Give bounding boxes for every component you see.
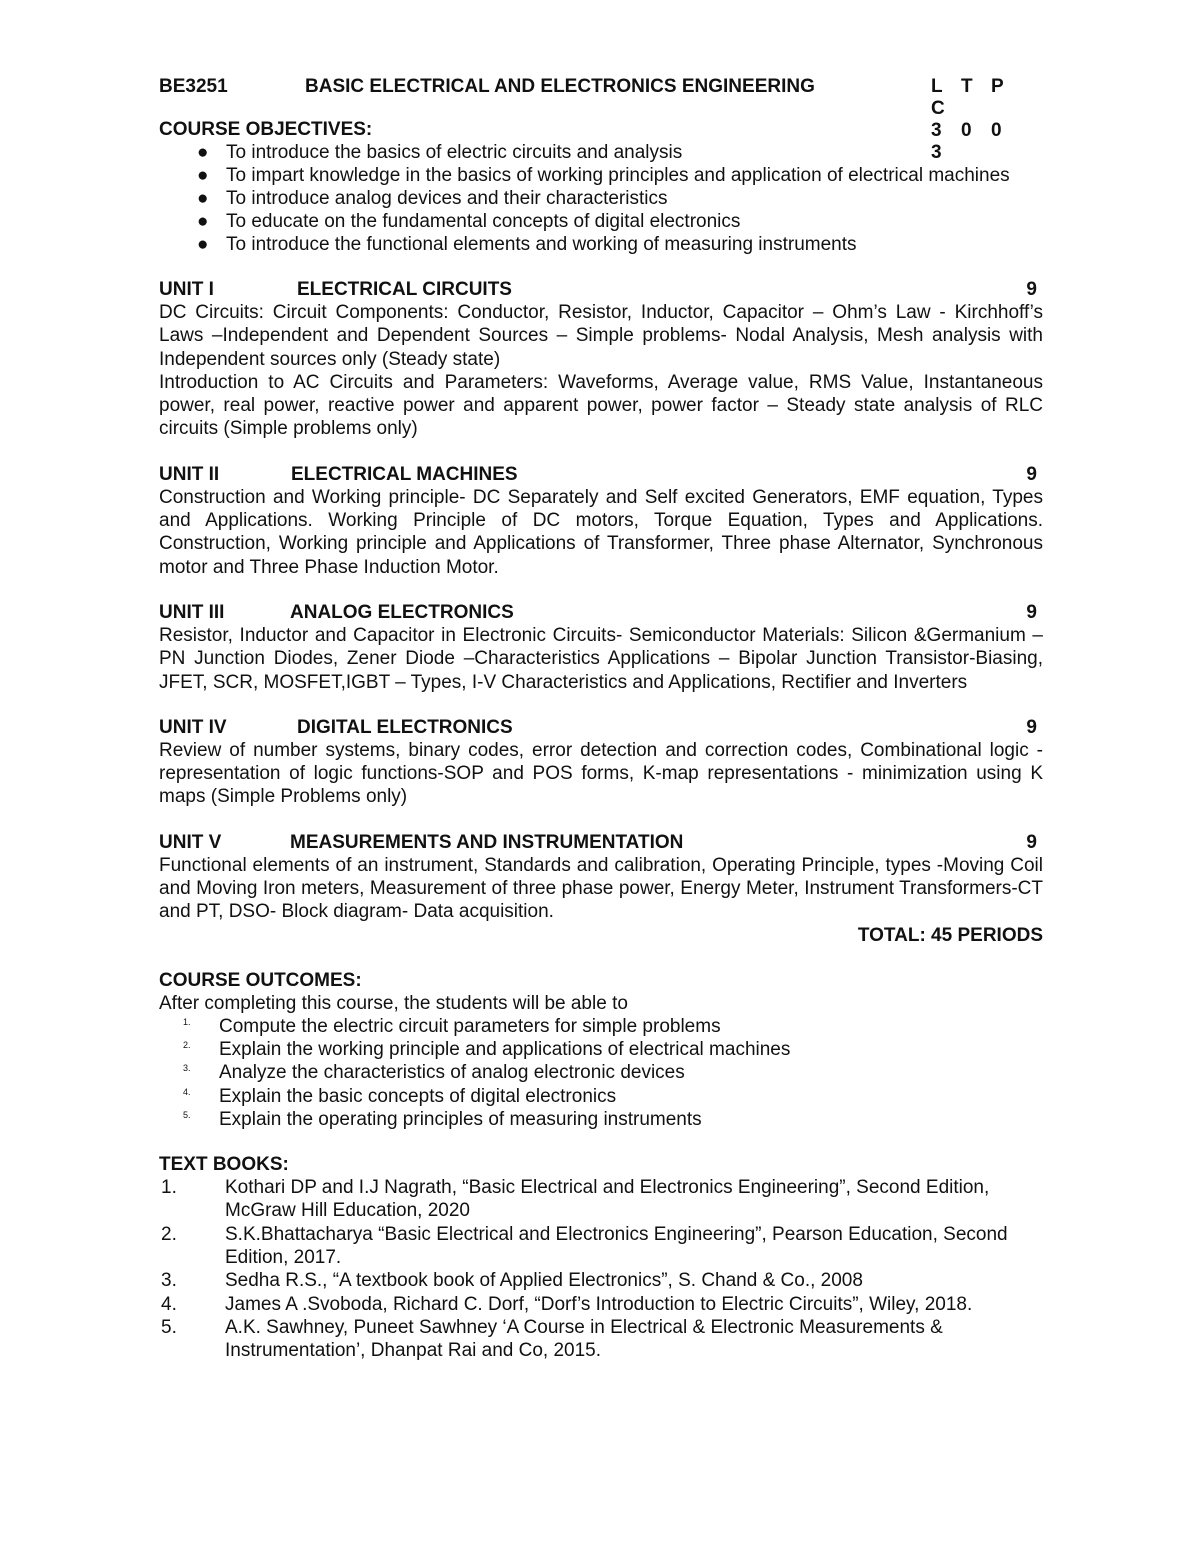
ltpc-value: 0 [991,120,1002,141]
list-item: 5. A.K. Sawhney, Puneet Sawhney ‘A Course in Electrical & Electronic Measurements & Instrumentation’, Dhanpat Rai and Co, 2015. [161,1316,943,1362]
unit-hours: 9 [1026,716,1037,738]
list-item: 1. Kothari DP and I.J Nagrath, “Basic Electrical and Electronics Engineering”, Second Edition, McGraw Hill Education, 2020 [161,1177,990,1222]
list-item: ● To educate on the fundamental concepts of digital electronics [197,211,741,232]
outcomes-intro: After completing this course, the students will be able to [159,992,628,1014]
list-item: 4. Explain the basic concepts of digital electronics [159,1085,1043,1108]
syllabus-page [159,72,1043,1363]
list-item: 1. Compute the electric circuit parameters for simple problems [159,1015,1043,1038]
list-item: 3. Analyze the characteristics of analog electronic devices [159,1061,1043,1084]
total-periods: TOTAL: 45 PERIODS [857,924,1043,946]
bullet-icon: ● [197,211,209,232]
item-number: 2. [183,1039,191,1050]
item-number: 4. [161,1293,177,1315]
bullet-icon: ● [197,142,209,163]
unit-hours: 9 [1026,463,1037,485]
unit-title: ELECTRICAL MACHINES [291,463,518,485]
unit-paragraph: Review of number systems, binary codes, error detection and correction codes, Combinational logic - representation of logic functions-SOP and POS forms, K-map representations - minimization using K maps (Simple Problems only) [159,739,1043,808]
item-number: 1. [183,1016,191,1027]
bullet-icon: ● [197,234,209,255]
unit-2 [159,463,1043,579]
unit-paragraph: DC Circuits: Circuit Components: Conductor, Resistor, Inductor, Capacitor – Ohm’s Law - Kirchhoff’s Laws –Independent and Dependent Sources – Simple problems- Nodal Analysis, Mesh analysis with Independent sources only (Steady state) [159,302,1043,370]
course-outcomes [159,969,1043,1131]
unit-hours: 9 [1026,279,1037,300]
ltpc-labels [931,76,1043,120]
list-item: ● To introduce the basics of electric circuits and analysis [197,142,683,163]
item-number: 3. [183,1063,191,1074]
outcomes-list [159,1015,1043,1131]
list-item: ● To introduce analog devices and their characteristics [197,188,668,209]
objectives-title: COURSE OBJECTIVES: [159,119,373,140]
item-number: 5. [183,1109,191,1120]
unit-paragraph: Construction and Working principle- DC Separately and Self excited Generators, EMF equation, Types and Applications. Working Principle of DC motors, Torque Equation, Types and Applications. Construction, Working principle and Applications of Transformer, Three phase Alternator, Synchronous motor and Three Phase Induction Motor. [159,486,1043,578]
unit-hours: 9 [1026,831,1037,853]
objectives-list [159,141,1043,256]
list-item: ● To introduce the functional elements and working of measuring instruments [197,234,857,255]
ltpc-label: L [931,76,943,97]
item-number: 3. [161,1270,177,1292]
ltpc-value: 0 [961,120,972,141]
list-item: ● To impart knowledge in the basics of working principles and application of electrical machines [197,165,1010,186]
unit-title: MEASUREMENTS AND INSTRUMENTATION [290,831,684,853]
unit-heading [159,831,1043,854]
textbooks-title: TEXT BOOKS: [159,1154,289,1176]
list-item: 5. Explain the operating principles of measuring instruments [159,1108,1043,1131]
unit-paragraph: Introduction to AC Circuits and Parameters: Waveforms, Average value, RMS Value, Instantaneous power, real power, reactive power and apparent power, power factor – Steady state analysis of RLC circuits (Simple problems only) [159,371,1043,440]
unit-paragraph: Resistor, Inductor and Capacitor in Electronic Circuits- Semiconductor Materials: Silicon &Germanium – PN Junction Diodes, Zener Diode –Characteristics Applications – Bipolar Junction Transistor-Biasing, JFET, SCR, MOSFET,IGBT – Types, I-V Characteristics and Applications, Rectifier and Inverters [159,624,1043,693]
unit-title: ELECTRICAL CIRCUITS [297,279,512,300]
unit-heading [159,716,1043,739]
course-title: BASIC ELECTRICAL AND ELECTRONICS ENGINEERING [305,76,815,97]
textbooks-list [159,1176,1043,1362]
ltpc-label: T [961,76,973,97]
unit-number: UNIT V [159,831,222,853]
unit-number: UNIT II [159,463,220,485]
unit-number: UNIT I [159,279,214,300]
unit-4 [159,716,1043,809]
list-item: 3. Sedha R.S., “A textbook book of Applied Electronics”, S. Chand & Co., 2008 [161,1270,863,1292]
ltpc-label: P [991,76,1004,97]
text-books [159,1153,1043,1362]
item-number: 5. [161,1316,177,1338]
unit-heading [159,278,1043,301]
unit-heading [159,601,1043,624]
unit-heading [159,463,1043,486]
unit-3 [159,601,1043,694]
unit-title: DIGITAL ELECTRONICS [297,716,513,738]
unit-title: ANALOG ELECTRONICS [290,601,514,623]
course-objectives [159,118,1043,256]
unit-hours: 9 [1026,601,1037,623]
ltpc-value: 3 [931,142,942,163]
ltpc-label: C [931,98,945,119]
list-item: 2. Explain the working principle and applications of electrical machines [159,1038,1043,1061]
unit-paragraph: Functional elements of an instrument, Standards and calibration, Operating Principle, types -Moving Coil and Moving Iron meters, Measurement of three phase power, Energy Meter, Instrument Transformers-CT and PT, DSO- Block diagram- Data acquisition. [159,854,1043,923]
outcomes-title: COURSE OUTCOMES: [159,969,362,991]
item-number: 1. [161,1177,177,1199]
unit-number: UNIT IV [159,716,227,738]
list-item: 2. S.K.Bhattacharya “Basic Electrical and Electronics Engineering”, Pearson Education, Second Edition, 2017. [161,1223,1008,1269]
bullet-icon: ● [197,165,209,186]
item-number: 4. [183,1086,191,1097]
unit-1 [159,278,1043,441]
item-number: 2. [161,1223,177,1245]
unit-5 [159,831,1043,947]
bullet-icon: ● [197,188,209,209]
ltpc-value: 3 [931,120,942,141]
unit-number: UNIT III [159,601,225,623]
list-item: 4. James A .Svoboda, Richard C. Dorf, “Dorf’s Introduction to Electric Circuits”, Wiley, 2018. [161,1293,973,1315]
course-code: BE3251 [159,76,228,97]
